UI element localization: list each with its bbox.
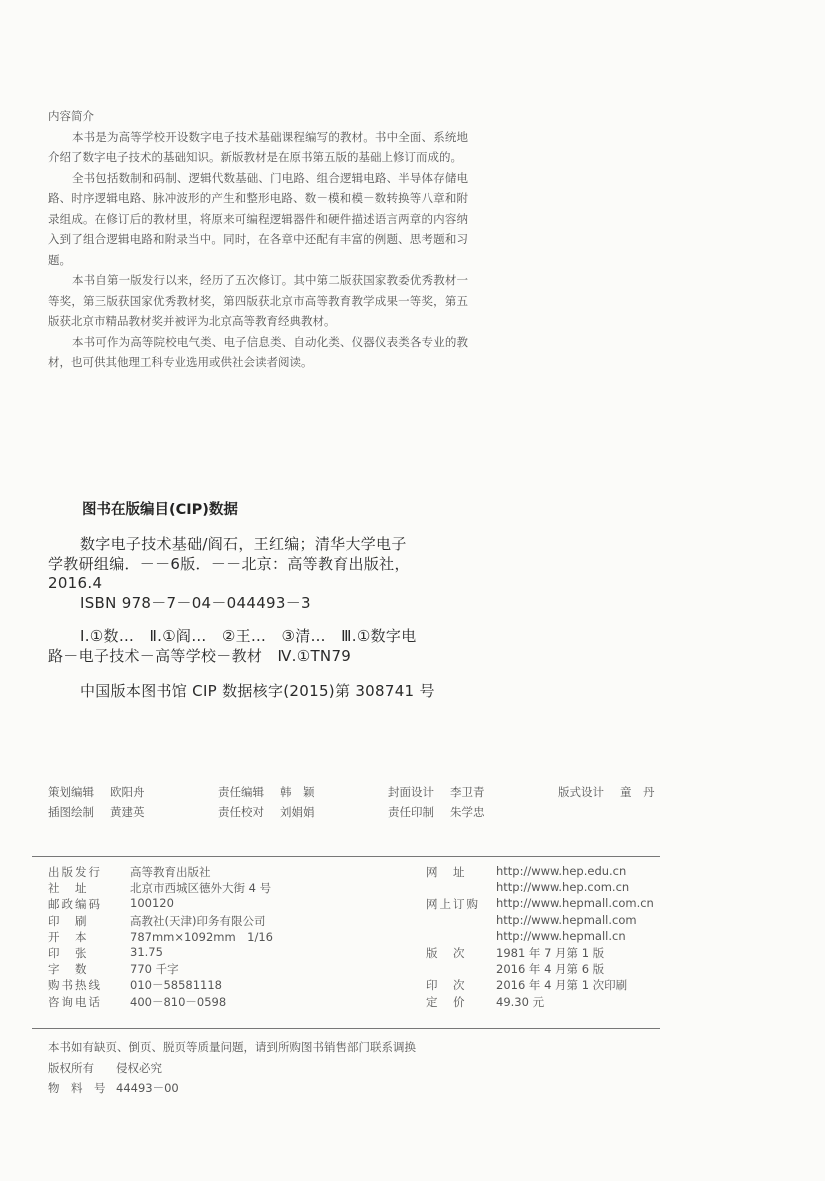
- pub-label: 邮政编码: [48, 897, 102, 912]
- rights-label: 版权所有: [48, 1060, 94, 1075]
- staff-label: 插图绘制: [48, 805, 94, 819]
- material-value: 44493－00: [116, 1081, 179, 1095]
- cip-classification: Ⅰ.①数… Ⅱ.①阎… ②王… ③清… Ⅲ.①数字电: [80, 627, 417, 645]
- pub-label: 印 次: [426, 978, 467, 993]
- staff-label: 策划编辑: [48, 785, 94, 799]
- notice-text: 本书如有缺页、倒页、脱页等质量问题，请到所购图书销售部门联系调换: [48, 1040, 416, 1054]
- cip-heading: 图书在版编目(CIP)数据: [82, 502, 238, 518]
- staff-value: 韩 颖: [280, 785, 315, 799]
- staff-row: [48, 804, 688, 824]
- pub-label: 印 张: [48, 945, 89, 960]
- staff-value: 刘娟娟: [280, 805, 315, 819]
- content-introduction: [48, 106, 468, 373]
- pub-value: http://www.hep.com.cn: [496, 880, 630, 895]
- staff-value: 欧阳舟: [110, 785, 145, 799]
- pub-label: 开 本: [48, 929, 89, 944]
- pub-label: 咨询电话: [48, 994, 102, 1009]
- pub-value: 787mm×1092mm 1/16: [130, 929, 273, 944]
- intro-paragraph: 本书可作为高等院校电气类、电子信息类、自动化类、仪器仪表类各专业的教材，也可供其他理工科专业选用或供社会读者阅读。: [48, 334, 468, 369]
- divider-line: [32, 1028, 660, 1029]
- pub-value: 49.30 元: [496, 994, 545, 1009]
- footer-notes: [48, 1037, 416, 1099]
- pub-row: [48, 880, 668, 896]
- pub-value: 高等教育出版社: [130, 865, 211, 879]
- pub-value: http://www.hepmall.cn: [496, 928, 626, 943]
- staff-label: 封面设计: [388, 785, 434, 799]
- intro-paragraph: 本书自第一版发行以来，经历了五次修订。其中第二版获国家教委优秀教材一等奖，第三版获国家优秀教材奖，第四版获北京市高等教育教学成果一等奖，第五版获北京市精品教材奖并被评为北京高等教育经典教材。: [48, 273, 468, 328]
- intro-paragraph: 全书包括数制和码制、逻辑代数基础、门电路、组合逻辑电路、半导体存储电路、时序逻辑电路、脉冲波形的产生和整形电路、数－模和模－数转换等八章和附录组成。在修订后的教材里，将原来可编程逻辑器件和硬件描述语言两章的内容纳入到了组合逻辑电路和附录当中。同时，在各章中还配有丰富的例题、思考题和习题。: [48, 170, 468, 267]
- staff-value: 童 丹: [620, 785, 655, 799]
- pub-value: 400－810－0598: [130, 994, 227, 1009]
- pub-value: 2016 年 4 月第 1 次印刷: [496, 978, 628, 993]
- pub-row: [48, 913, 668, 929]
- pub-row: [48, 864, 668, 880]
- material-row: [48, 1078, 416, 1099]
- staff-value: 黄建英: [110, 805, 145, 819]
- rights-row: [48, 1058, 416, 1079]
- pub-value: 770 千字: [130, 962, 179, 977]
- staff-label: 责任编辑: [218, 785, 264, 799]
- pub-label: 印 刷: [48, 913, 89, 928]
- divider-line: [32, 856, 660, 857]
- staff-value: 李卫青: [450, 785, 485, 799]
- pub-label: 版 次: [426, 945, 467, 960]
- pub-value: 高教社(天津)印务有限公司: [130, 913, 266, 928]
- pub-value: http://www.hepmall.com.cn: [496, 896, 654, 911]
- staff-row: [48, 784, 688, 804]
- editorial-staff: [48, 784, 688, 824]
- pub-label: 字 数: [48, 962, 89, 977]
- material-label: 物 料 号: [48, 1081, 106, 1095]
- pub-label: 网上订购: [426, 897, 480, 912]
- pub-row: [48, 961, 668, 977]
- pub-label: 定 价: [426, 994, 467, 1009]
- pub-value: 北京市西城区德外大街 4 号: [130, 881, 272, 896]
- cip-verification-number: 中国版本图书馆 CIP 数据核字(2015)第 308741 号: [80, 682, 435, 700]
- pub-value: 2016 年 4 月第 6 版: [496, 962, 605, 977]
- pub-row: [48, 994, 668, 1010]
- pub-value: 100120: [130, 896, 174, 911]
- pub-row: [48, 945, 668, 961]
- cip-classification: 路－电子技术－高等学校－教材 Ⅳ.①TN79: [48, 646, 352, 665]
- pub-label: 购书热线: [48, 978, 102, 993]
- staff-value: 朱学忠: [450, 805, 485, 819]
- pub-row: [48, 929, 668, 945]
- pub-value: 31.75: [130, 944, 163, 959]
- pub-label: 出版发行: [48, 865, 102, 879]
- pub-label: 社 址: [48, 881, 89, 896]
- pub-value: http://www.hep.edu.cn: [496, 864, 627, 878]
- staff-label: 版式设计: [558, 785, 604, 799]
- staff-label: 责任校对: [218, 805, 264, 819]
- cip-data-block: [48, 498, 518, 702]
- pub-value: 1981 年 7 月第 1 版: [496, 945, 605, 960]
- intro-heading: 内容简介: [48, 109, 94, 123]
- staff-label: 责任印制: [388, 805, 434, 819]
- pub-value: http://www.hepmall.com: [496, 912, 637, 927]
- pub-value: 010－58581118: [130, 978, 222, 993]
- rights-value: 侵权必究: [116, 1060, 162, 1075]
- cip-title-line: 数字电子技术基础/阎石，王红编；清华大学电子: [80, 535, 407, 553]
- cip-date: 2016.4: [48, 574, 103, 592]
- cip-isbn: ISBN 978－7－04－044493－3: [80, 593, 311, 612]
- pub-row: [48, 977, 668, 993]
- cip-title-line: 学教研组编．－－6版．－－北京：高等教育出版社，: [48, 554, 410, 573]
- pub-row: [48, 896, 668, 912]
- publication-info: [48, 864, 668, 1010]
- intro-paragraph: 本书是为高等学校开设数字电子技术基础课程编写的教材。书中全面、系统地介绍了数字电子技术的基础知识。新版教材是在原书第五版的基础上修订而成的。: [48, 129, 468, 164]
- pub-label: 网 址: [426, 865, 467, 879]
